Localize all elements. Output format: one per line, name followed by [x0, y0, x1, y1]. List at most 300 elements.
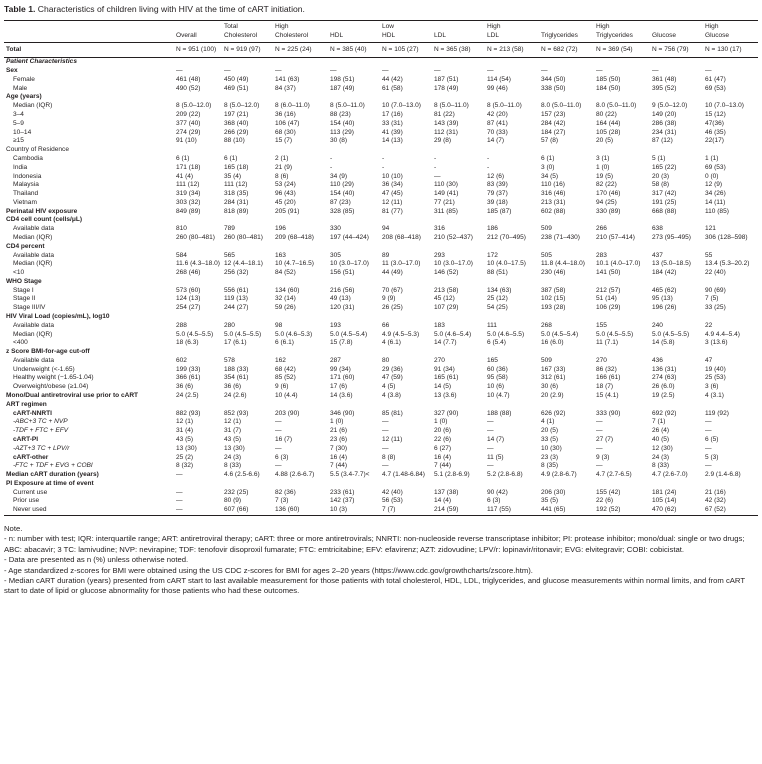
- data-cell: 212 (70–495): [487, 233, 526, 241]
- data-cell: -: [330, 154, 333, 162]
- note-line: Note.: [4, 523, 23, 533]
- data-cell: [432, 216, 485, 225]
- data-cell: [380, 313, 432, 322]
- data-cell: 607 (66): [222, 506, 273, 515]
- data-cell: 82 (22): [596, 181, 617, 189]
- data-cell: 4.6 (2.5-6.6): [224, 471, 260, 479]
- data-cell: 4.9 (2.8-6.7): [541, 471, 577, 479]
- data-cell: 849 (89): [176, 207, 201, 215]
- table-row: [4, 401, 758, 410]
- data-cell: 94 (25): [596, 198, 617, 206]
- data-cell: 573 (60): [176, 286, 201, 294]
- header-cell: Triglycerides: [596, 31, 633, 39]
- data-cell: 47: [705, 356, 713, 364]
- data-cell: 354 (61): [224, 374, 249, 382]
- data-cell: 142 (37): [330, 497, 355, 505]
- data-cell: 361 (48): [652, 75, 677, 83]
- data-cell: 149 (41): [434, 190, 459, 198]
- data-cell: [594, 278, 650, 287]
- data-cell: —: [382, 418, 389, 426]
- data-cell: 13 (30): [176, 444, 197, 452]
- data-cell: 5.1 (2.8-6.9): [434, 471, 470, 479]
- data-cell: 333 (90): [596, 409, 621, 417]
- data-cell: 461 (48): [176, 75, 201, 83]
- data-cell: 6 (3): [487, 497, 501, 505]
- data-cell: —: [275, 444, 282, 452]
- total-cell: N = 682 (72): [539, 42, 594, 58]
- row-label: -AZT+3 TC + LPV/r: [13, 444, 70, 452]
- data-cell: 106 (29): [596, 304, 621, 312]
- row-label: Healthy weight (−1.65-1.04): [13, 374, 94, 382]
- data-cell: [222, 58, 273, 67]
- row-label: 5–9: [13, 119, 24, 127]
- data-cell: 87 (41): [487, 119, 508, 127]
- total-label: Total: [4, 42, 174, 58]
- data-cell: 280: [224, 321, 235, 329]
- data-cell: 578: [224, 356, 235, 364]
- data-cell: 368 (40): [224, 119, 249, 127]
- table-row: [4, 410, 758, 419]
- data-cell: 4.9 4.4–5.4): [705, 330, 740, 338]
- data-cell: 234 (31): [652, 128, 677, 136]
- data-cell: 8 (6): [275, 172, 289, 180]
- data-cell: 120 (31): [330, 304, 355, 312]
- data-cell: 34 (26): [705, 190, 726, 198]
- data-cell: 5.5 (3.4-7.7)<: [330, 471, 370, 479]
- data-cell: [703, 93, 758, 102]
- data-cell: 44 (42): [382, 75, 403, 83]
- data-cell: 40 (5): [652, 435, 670, 443]
- data-cell: 119 (13): [224, 295, 248, 303]
- data-cell: 9 (9): [382, 295, 396, 303]
- data-cell: [273, 348, 328, 357]
- data-cell: 33 (31): [382, 119, 403, 127]
- data-cell: —: [224, 67, 231, 75]
- header-cell: [4, 21, 174, 32]
- data-cell: 82 (36): [275, 488, 296, 496]
- data-cell: 260 (80–481): [224, 233, 263, 241]
- data-cell: 56 (53): [382, 497, 403, 505]
- data-cell: [328, 216, 380, 225]
- data-cell: 13 (5.0–18.5): [652, 260, 691, 268]
- data-cell: 505: [541, 251, 552, 259]
- data-cell: 441 (65): [539, 506, 594, 515]
- data-cell: [222, 480, 273, 489]
- data-cell: 32 (14): [275, 295, 296, 303]
- data-cell: 328 (85): [330, 207, 355, 215]
- data-cell: 565: [224, 251, 235, 259]
- data-cell: 24 (2.5): [176, 392, 199, 400]
- data-cell: —: [176, 67, 183, 75]
- row-label: Vietnam: [13, 198, 37, 206]
- data-cell: —: [705, 427, 712, 435]
- data-cell: [328, 146, 380, 155]
- data-cell: —: [487, 427, 494, 435]
- table-row: [4, 418, 758, 427]
- data-cell: [273, 216, 328, 225]
- data-cell: 3 (13.6): [705, 339, 728, 347]
- data-cell: 626 (92): [541, 409, 566, 417]
- data-cell: 43 (5): [224, 435, 242, 443]
- data-cell: [539, 146, 594, 155]
- data-cell: 61 (58): [382, 84, 403, 92]
- data-cell: 5.0 (4.5–5.5): [596, 330, 634, 338]
- data-cell: 42 (20): [487, 111, 508, 119]
- data-cell: 8 (5.0–12.0): [224, 102, 260, 110]
- data-cell: 214 (59): [432, 506, 485, 515]
- data-cell: [222, 313, 273, 322]
- data-cell: 192 (52): [594, 506, 650, 515]
- data-cell: 98: [275, 321, 283, 329]
- table-row: [4, 137, 758, 146]
- data-cell: 14 (4): [434, 497, 452, 505]
- data-cell: [650, 146, 703, 155]
- data-cell: 80 (9): [224, 497, 242, 505]
- header-cell: Total: [222, 21, 273, 32]
- table-body: [4, 58, 758, 516]
- data-cell: —: [487, 462, 494, 470]
- data-cell: 143 (39): [434, 119, 459, 127]
- data-cell: 23 (3): [541, 453, 559, 461]
- table-row: [4, 427, 758, 436]
- table-row: [4, 85, 758, 94]
- data-cell: 6 (5.4): [487, 339, 506, 347]
- data-cell: 274 (63): [652, 374, 677, 382]
- data-cell: 183: [434, 321, 445, 329]
- data-cell: 8.0 (5.0–11.0): [541, 102, 582, 110]
- data-cell: 254 (27): [176, 304, 201, 312]
- data-cell: 80 (22): [596, 111, 617, 119]
- data-cell: 5.0 (4.6–5.5): [487, 330, 525, 338]
- total-cell: N = 365 (38): [432, 42, 485, 58]
- data-cell: 14 (5): [434, 383, 452, 391]
- data-cell: 4 (3.1): [705, 392, 724, 400]
- data-cell: [703, 348, 758, 357]
- data-cell: 4 (5): [382, 383, 396, 391]
- table-row: [4, 506, 758, 515]
- data-cell: 42 (40): [382, 488, 403, 496]
- data-cell: 70 (67): [382, 286, 403, 294]
- data-cell: 197 (44–424): [330, 233, 369, 241]
- data-cell: 12 (11): [382, 435, 403, 443]
- data-cell: 10 (3.0–17.0): [434, 260, 473, 268]
- data-cell: 24 (3): [652, 453, 670, 461]
- data-cell: 166 (61): [596, 374, 621, 382]
- data-cell: 4 (1): [541, 418, 555, 426]
- data-cell: 203 (90): [275, 409, 300, 417]
- row-label: -ABC+3 TC + NVP: [13, 418, 68, 426]
- data-cell: 789: [224, 225, 235, 233]
- data-cell: 216 (56): [330, 286, 355, 294]
- data-cell: 114 (54): [487, 75, 511, 83]
- data-cell: 35 (5): [541, 497, 559, 505]
- data-cell: 186: [487, 225, 498, 233]
- data-cell: 240: [652, 321, 663, 329]
- data-cell: [539, 58, 594, 67]
- data-cell: 268 (46): [176, 269, 201, 277]
- data-cell: 193 (28): [541, 304, 566, 312]
- data-cell: 110 (30): [434, 181, 458, 189]
- header-cell: [432, 21, 485, 32]
- data-cell: —: [174, 506, 222, 515]
- data-cell: 22 (6): [596, 497, 614, 505]
- data-cell: 287: [330, 356, 341, 364]
- data-cell: 509: [541, 356, 552, 364]
- data-cell: [432, 93, 485, 102]
- data-cell: [485, 278, 539, 287]
- data-cell: 238 (71–430): [541, 233, 580, 241]
- data-cell: 17 (6.1): [224, 339, 247, 347]
- data-cell: [650, 313, 703, 322]
- table-row: [4, 287, 758, 296]
- data-cell: —: [275, 462, 282, 470]
- data-cell: 94: [382, 225, 390, 233]
- data-cell: 121: [705, 225, 716, 233]
- data-cell: [380, 93, 432, 102]
- data-cell: —: [275, 427, 282, 435]
- data-cell: 112 (31): [434, 128, 458, 136]
- table-row: [4, 348, 758, 357]
- data-cell: —: [596, 427, 603, 435]
- data-cell: 469 (51): [224, 84, 249, 92]
- data-cell: 882 (93): [176, 409, 201, 417]
- total-cell: N = 919 (97): [222, 42, 273, 58]
- header-cell: [650, 21, 703, 32]
- data-cell: 91 (34): [434, 365, 455, 373]
- data-cell: [594, 401, 650, 410]
- data-cell: 312 (61): [541, 374, 566, 382]
- data-cell: [222, 243, 273, 252]
- data-cell: 157 (23): [541, 111, 566, 119]
- data-cell: 6 (3): [275, 453, 289, 461]
- data-cell: [650, 243, 703, 252]
- data-cell: [273, 243, 328, 252]
- data-cell: [703, 243, 758, 252]
- data-cell: [485, 58, 539, 67]
- data-cell: [328, 480, 380, 489]
- data-cell: 111 (12): [176, 181, 200, 189]
- row-label: Available data: [13, 225, 55, 233]
- data-cell: [539, 243, 594, 252]
- data-cell: 274 (29): [176, 128, 201, 136]
- data-cell: [594, 58, 650, 67]
- data-cell: 111 (12): [224, 181, 248, 189]
- row-label: Stage I: [13, 286, 34, 294]
- data-cell: [485, 401, 539, 410]
- data-cell: 155: [596, 321, 607, 329]
- data-cell: 136 (60): [273, 506, 328, 515]
- data-cell: 5 (3): [705, 453, 719, 461]
- data-cell: 20 (6): [434, 427, 452, 435]
- data-cell: 111: [487, 321, 497, 329]
- row-label: Prior use: [13, 497, 40, 505]
- data-cell: 5.0 (4.6–5.4): [434, 330, 472, 338]
- note-line: - Age standardized z-scores for BMI were obtained using the US CDC z-scores for BMI for ages 2–20 years (https://www.cdc.gov/growthcharts/zscore.htm).: [4, 565, 533, 575]
- table-row: [4, 489, 758, 498]
- header-cell: High: [273, 21, 328, 32]
- data-cell: 84 (52): [275, 269, 296, 277]
- table-row: [4, 295, 758, 304]
- table-row: [4, 304, 758, 313]
- data-cell: [273, 93, 328, 102]
- row-label: Patient Characteristics: [6, 58, 77, 66]
- data-cell: [328, 348, 380, 357]
- data-cell: 165 (61): [434, 374, 459, 382]
- data-cell: [594, 480, 650, 489]
- total-cell: N = 105 (27): [380, 42, 432, 58]
- table-header: [4, 21, 758, 43]
- table-row: [4, 76, 758, 85]
- data-cell: —: [275, 67, 282, 75]
- data-cell: 29 (36): [382, 365, 403, 373]
- data-cell: 213 (58): [434, 286, 459, 294]
- row-label: CD4 cell count (cells/μL): [6, 216, 83, 224]
- data-cell: [594, 93, 650, 102]
- data-cell: 7 (5): [705, 295, 719, 303]
- data-cell: 77 (21): [434, 198, 455, 206]
- data-cell: 24 (3): [224, 453, 242, 461]
- data-cell: 14 (7.7): [434, 339, 457, 347]
- data-cell: 266 (29): [224, 128, 249, 136]
- data-cell: 188 (88): [487, 409, 512, 417]
- data-cell: —: [176, 488, 183, 496]
- data-cell: 7 (44): [434, 462, 452, 470]
- data-cell: 124 (13): [176, 295, 201, 303]
- data-cell: 810: [176, 225, 187, 233]
- total-cell: N = 951 (100): [174, 42, 222, 58]
- data-cell: 47 (45): [382, 190, 403, 198]
- data-cell: 316: [434, 225, 445, 233]
- data-cell: 29 (8): [434, 137, 452, 145]
- data-cell: 17 (16): [382, 111, 403, 119]
- data-cell: —: [596, 462, 603, 470]
- row-label: Age (years): [6, 93, 42, 101]
- data-cell: 18 (7): [596, 383, 614, 391]
- data-cell: [539, 313, 594, 322]
- table-notes: [4, 524, 758, 597]
- data-cell: 4.7 (2.7-6.5): [596, 471, 632, 479]
- data-cell: —: [596, 67, 603, 75]
- row-label: Female: [13, 75, 35, 83]
- data-cell: [174, 480, 222, 489]
- data-cell: [328, 401, 380, 410]
- data-cell: 465 (62): [652, 286, 677, 294]
- data-cell: 8.0 (5.0–11.0): [596, 102, 637, 110]
- table-row: [4, 480, 758, 489]
- data-cell: 270: [434, 356, 445, 364]
- data-cell: 10.1 (4.0–17.0): [596, 260, 641, 268]
- table-row: [4, 313, 758, 322]
- data-cell: 852 (93): [224, 409, 249, 417]
- data-cell: 163: [275, 251, 286, 259]
- header-cell: High: [485, 21, 539, 32]
- data-cell: 137 (38): [434, 488, 459, 496]
- row-label: Available data: [13, 321, 55, 329]
- data-cell: 21 (9): [275, 163, 293, 171]
- header-cell: LDL: [487, 31, 500, 39]
- data-cell: 181 (24): [652, 488, 677, 496]
- data-cell: 44 (49): [382, 269, 403, 277]
- table-row: [4, 120, 758, 129]
- data-cell: 154 (40): [330, 119, 355, 127]
- data-cell: 88 (23): [330, 111, 351, 119]
- row-label: <10: [13, 269, 25, 277]
- data-cell: 185 (50): [596, 75, 621, 83]
- data-cell: 7 (7): [380, 506, 432, 515]
- data-cell: 149 (20): [652, 111, 677, 119]
- data-cell: -: [330, 163, 333, 171]
- data-cell: 20 (3): [652, 172, 670, 180]
- data-cell: 24 (2.6): [224, 392, 247, 400]
- data-cell: 81 (22): [434, 111, 455, 119]
- data-cell: 117 (55): [485, 506, 539, 515]
- data-cell: [539, 216, 594, 225]
- data-cell: 212 (57): [596, 286, 621, 294]
- table-row: [4, 190, 758, 199]
- data-cell: 14 (11): [705, 198, 726, 206]
- data-cell: 10 (6): [487, 383, 505, 391]
- data-cell: 70 (33): [487, 128, 508, 136]
- data-cell: 136 (31): [652, 365, 677, 373]
- data-cell: 470 (62): [650, 506, 703, 515]
- data-cell: 244 (27): [224, 304, 249, 312]
- data-cell: 95 (58): [487, 374, 508, 382]
- data-cell: 4 (6.1): [382, 339, 401, 347]
- data-cell: —: [487, 418, 494, 426]
- data-cell: [174, 348, 222, 357]
- data-cell: 8 (5.0–12.0): [176, 102, 212, 110]
- row-label: CD4 percent: [6, 242, 45, 250]
- data-cell: 256 (32): [224, 269, 249, 277]
- header-cell: LDL: [434, 31, 447, 39]
- data-cell: 12 (9): [705, 181, 723, 189]
- data-cell: 196: [275, 225, 286, 233]
- data-cell: [432, 401, 485, 410]
- table-row: [4, 471, 758, 480]
- data-cell: [222, 401, 273, 410]
- data-cell: -: [434, 154, 437, 162]
- table-caption: [4, 3, 758, 15]
- header-cell: HDL: [382, 31, 396, 39]
- data-cell: 205 (91): [275, 207, 300, 215]
- data-cell: 99 (34): [330, 365, 351, 373]
- header-cell: Overall: [176, 31, 197, 39]
- row-label: Median cART duration (years): [6, 471, 99, 479]
- data-cell: [380, 278, 432, 287]
- data-cell: [485, 348, 539, 357]
- data-cell: —: [487, 444, 494, 452]
- data-cell: [432, 313, 485, 322]
- data-cell: [703, 401, 758, 410]
- data-cell: 79 (37): [487, 190, 508, 198]
- data-cell: [273, 313, 328, 322]
- row-label: Never used: [4, 506, 174, 515]
- data-cell: 344 (50): [541, 75, 566, 83]
- data-cell: 270: [596, 356, 607, 364]
- row-label: Stage II: [13, 295, 36, 303]
- data-cell: —: [596, 444, 603, 452]
- data-cell: —: [652, 67, 659, 75]
- data-cell: 5.0 (4.5–5.4): [330, 330, 368, 338]
- data-cell: 88 (10): [224, 137, 245, 145]
- data-cell: [380, 401, 432, 410]
- data-cell: [380, 480, 432, 489]
- data-cell: 36 (16): [275, 111, 296, 119]
- row-label: 3–4: [13, 111, 24, 119]
- data-cell: 12 (30): [652, 444, 673, 452]
- data-cell: 10 (7.0–13.0): [382, 102, 421, 110]
- table-row: [4, 392, 758, 401]
